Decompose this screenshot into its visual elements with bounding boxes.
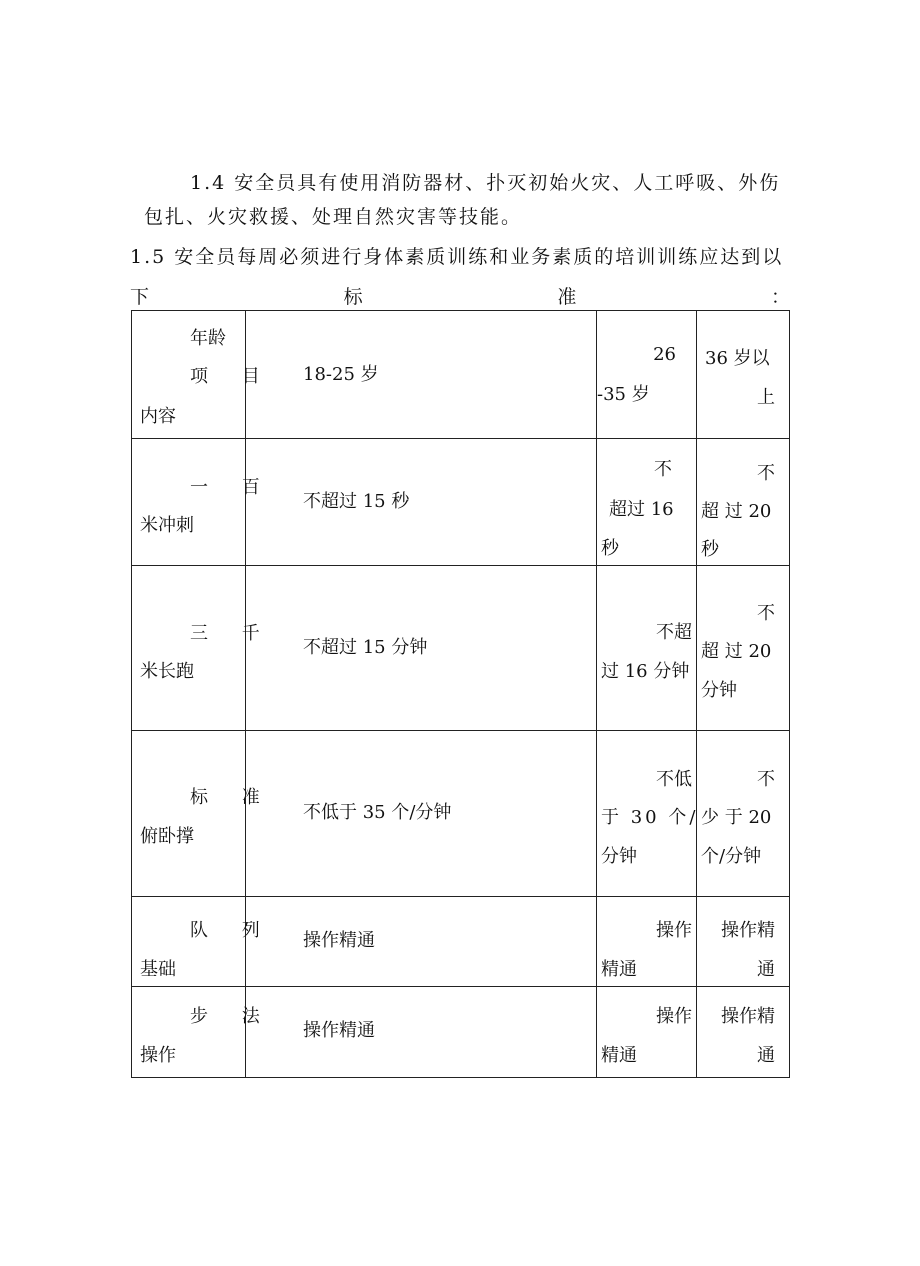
standard-text: 不	[757, 769, 775, 790]
standard-text: 不超过 15 秒	[303, 491, 410, 512]
standard-text: 不	[757, 463, 775, 484]
item-text: 步 法	[190, 1006, 274, 1027]
standard-cell	[246, 439, 597, 566]
standard-cell	[697, 731, 790, 897]
standard-cell	[597, 439, 697, 566]
age-36-plus-header	[697, 311, 790, 439]
header-text: 上	[757, 387, 775, 408]
standard-text: 少 于 20	[701, 807, 772, 828]
item-cell	[132, 566, 274, 731]
standard-cell	[697, 439, 790, 566]
line-word: 准	[557, 286, 577, 308]
corner-age-label: 年龄	[190, 328, 226, 349]
item-text: 基础	[140, 959, 176, 980]
item-text: 米长跑	[140, 661, 194, 682]
standard-text: 不低于 35 个/分钟	[303, 802, 452, 823]
standard-text: 分钟	[601, 846, 637, 867]
item-text: 队 列	[190, 920, 274, 941]
table-row	[132, 897, 790, 987]
standard-cell	[246, 566, 597, 731]
standard-cell	[597, 897, 697, 987]
table-row	[132, 731, 790, 897]
standard-text: 超过 16	[609, 499, 674, 520]
table-header-row	[132, 311, 790, 439]
standard-cell	[246, 897, 597, 987]
standard-text: 通	[757, 959, 775, 980]
standard-cell	[597, 731, 697, 897]
item-cell	[132, 731, 274, 897]
standard-text: 不	[654, 459, 672, 480]
standard-text: 精通	[601, 959, 637, 980]
standard-text: 通	[757, 1045, 775, 1066]
standard-cell	[246, 731, 597, 897]
standard-cell	[697, 897, 790, 987]
item-text: 一 百	[190, 477, 274, 498]
standard-text: 秒	[601, 538, 619, 559]
standard-text: 不低	[656, 769, 692, 790]
standard-text: 精通	[601, 1045, 637, 1066]
paragraph-1-5-line-1: 1.5 安全员每周必须进行身体素质训练和业务素质的培训训练应达到以	[130, 246, 784, 268]
line-word: 下	[130, 286, 150, 308]
standard-cell	[697, 987, 790, 1078]
training-standards-table	[131, 310, 790, 1078]
item-text: 米冲刺	[140, 515, 194, 536]
header-text: 18-25 岁	[303, 364, 379, 385]
paragraph-1-4-line-2: 包扎、火灾救援、处理自然灾害等技能。	[144, 206, 523, 228]
item-cell	[132, 987, 274, 1078]
table-row	[132, 987, 790, 1078]
standard-text: 于 30 个/	[601, 807, 699, 828]
age-26-35-header	[597, 311, 697, 439]
standard-text: 超 过 20	[701, 501, 772, 522]
item-text: 俯卧撑	[140, 826, 194, 847]
standard-text: 操作精通	[303, 930, 375, 951]
paragraph-1-4-line-1: 1.4 安全员具有使用消防器材、扑灭初始火灾、人工呼吸、外伤	[190, 172, 781, 194]
item-text: 操作	[140, 1045, 176, 1066]
standard-cell	[697, 566, 790, 731]
standard-text: 操作精	[721, 1006, 775, 1027]
corner-item-label: 项 目	[190, 366, 274, 387]
standard-cell	[597, 987, 697, 1078]
item-cell	[132, 439, 274, 566]
standard-text: 操作	[656, 920, 692, 941]
corner-content-label: 内容	[140, 406, 176, 427]
standard-cell	[246, 987, 597, 1078]
item-cell	[132, 897, 274, 987]
standard-text: 不超	[656, 622, 692, 643]
item-text: 标 准	[190, 787, 274, 808]
standard-text: 不	[757, 603, 775, 624]
paragraph-1-5-line-2	[130, 282, 790, 309]
standard-text: 过 16 分钟	[601, 661, 690, 682]
header-text: 26	[653, 344, 676, 365]
item-text: 三 千	[190, 623, 274, 644]
standard-text: 超 过 20	[701, 641, 772, 662]
standard-text: 操作精通	[303, 1020, 375, 1041]
standard-text: 不超过 15 分钟	[303, 637, 428, 658]
corner-header-cell	[132, 311, 274, 439]
header-text: -35 岁	[597, 384, 650, 405]
age-18-25-header	[246, 311, 597, 439]
standard-text: 秒	[701, 539, 719, 560]
standard-text: 操作	[656, 1006, 692, 1027]
standard-text: 操作精	[721, 920, 775, 941]
line-word: ：	[770, 286, 790, 308]
standard-cell	[597, 566, 697, 731]
table-row	[132, 566, 790, 731]
header-text: 36 岁以	[705, 348, 770, 369]
standard-text: 个/分钟	[701, 846, 762, 867]
table-row	[132, 439, 790, 566]
line-word: 标	[343, 286, 363, 308]
standard-text: 分钟	[701, 680, 737, 701]
